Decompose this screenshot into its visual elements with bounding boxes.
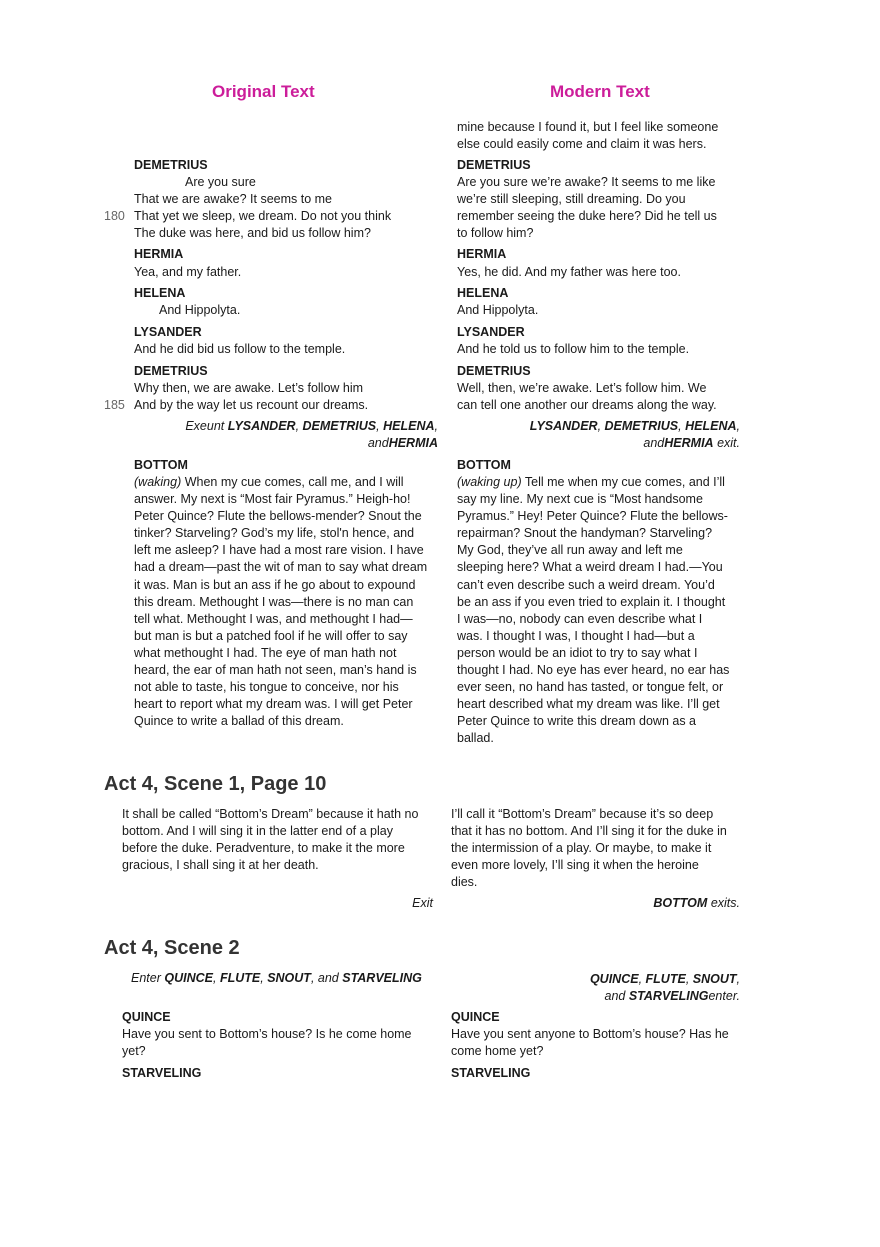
stage-direction-exit-modern: LYSANDER, DEMETRIUS, HELENA, andHERMIA exit. [529, 419, 740, 450]
lysander-modern-line: And he told us to follow him to the temple. [457, 342, 690, 356]
speaker-demetrius: DEMETRIUS [134, 364, 208, 378]
demetrius-modern-lines: Are you sure we’re awake? It seems to me like we’re still sleeping, still dreaming. Do you remember seeing the duke here? Did he tell us to follow him? [457, 175, 717, 241]
speaker-quince-modern: QUINCE [451, 1010, 500, 1024]
line-number: 180 [104, 209, 125, 223]
helena-original-line: And Hippolyta. [159, 303, 241, 317]
quince-original-lines: Have you sent to Bottom’s house? Is he come home yet? [122, 1027, 412, 1059]
demetrius-original-lines: Are you sure That we are awake? It seems to me That yet we sleep, we dream. Do not you think The duke was here, and bid us follow him? [134, 175, 392, 241]
speaker-helena-modern: HELENA [457, 286, 509, 300]
speaker-bottom: BOTTOM [134, 458, 188, 472]
stage-direction-exeunt: Exeunt LYSANDER, DEMETRIUS, HELENA, andHERMIA [185, 419, 438, 450]
lysander-original-line: And he did bid us follow to the temple. [134, 342, 346, 356]
speaker-bottom-modern: BOTTOM [457, 458, 511, 472]
stage-direction-enter: Enter QUINCE, FLUTE, SNOUT, and STARVELING [131, 971, 422, 985]
helena-modern-line: And Hippolyta. [457, 303, 539, 317]
speaker-starveling-modern: STARVELING [451, 1066, 531, 1080]
hermia-original-line: Yea, and my father. [134, 265, 242, 279]
speaker-demetrius-modern: DEMETRIUS [457, 158, 531, 172]
bottom-modern-speech: (waking up) Tell me when my cue comes, and I’ll say my line. My next cue is “Most handsome Pyramus.” Hey! Peter Quince? Flute the bellows- repairman? Snout the handyman? Starveling? My God, they’ve all run away and left me sleeping here? What a weird dream I had.—You can’t even describe such a weird dream. You’d be an ass if you even tried to explain it. I thought I was—no, nobody can even describe what I was. I thought I was, I thought I had—but a person would be an idiot to try to say what I thought I had. No eye has ever heard, no ear has ever seen, no hand has tasted, or tongue felt, or heart described what my dream was like. I’ll get Peter Quince to write this dream down as a ballad. [457, 475, 730, 746]
speaker-quince: QUINCE [122, 1010, 171, 1024]
stage-direction-enter-modern: QUINCE, FLUTE, SNOUT, and STARVELINGenter. [589, 972, 740, 1003]
speaker-starveling: STARVELING [122, 1066, 202, 1080]
demetrius2-modern-lines: Well, then, we’re awake. Let’s follow him. We can tell one another our dreams along the way. [457, 381, 717, 413]
original-text-header: Original Text [212, 82, 315, 101]
speaker-hermia: HERMIA [134, 247, 184, 261]
modern-text-header: Modern Text [550, 82, 650, 101]
speaker-lysander: LYSANDER [134, 325, 202, 339]
stage-direction-exit-modern: BOTTOM exits. [653, 896, 740, 910]
line-number: 185 [104, 398, 125, 412]
modern-carryover: mine because I found it, but I feel like someone else could easily come and claim it was hers. [457, 120, 719, 152]
hermia-modern-line: Yes, he did. And my father was here too. [457, 265, 681, 279]
section-title-scene2: Act 4, Scene 2 [104, 937, 240, 959]
quince-modern-lines: Have you sent anyone to Bottom’s house? Has he come home yet? [451, 1027, 729, 1059]
speaker-hermia-modern: HERMIA [457, 247, 507, 261]
speaker-lysander-modern: LYSANDER [457, 325, 525, 339]
section-title-page10: Act 4, Scene 1, Page 10 [104, 773, 327, 795]
page10-original-speech: It shall be called “Bottom’s Dream” because it hath no bottom. And I will sing it in the latter end of a play before the duke. Peradventure, to make it the more gracious, I shall sing it at her death. [122, 807, 419, 873]
speaker-helena: HELENA [134, 286, 186, 300]
page10-modern-speech: I’ll call it “Bottom’s Dream” because it’s so deep that it has no bottom. And I’ll sing it for the duke in the intermission of a play. Or maybe, to make it even more lovely, I’ll sing it when the heroine dies. [451, 807, 727, 890]
bottom-original-speech: (waking) When my cue comes, call me, and I will answer. My next is “Most fair Pyramus.” Heigh-ho! Peter Quince? Flute the bellows-mender? Snout the tinker? Starveling? God’s my life, stol'n hence, and left me asleep? I have had a most rare vision. I have had a dream—past the wit of man to say what dream it was. Man is but an ass if he go about to expound this dream. Methought I was—there is no man can tell what. Methought I was, and methought I had— but man is but a patched fool if he will offer to say what methought I had. The eye of man hath not heard, the ear of man hath not seen, man’s hand is not able to taste, his tongue to conceive, nor his heart to report what my dream was. I will get Peter Quince to write a ballad of this dream. [134, 475, 428, 729]
demetrius2-original-lines: Why then, we are awake. Let’s follow him And by the way let us recount our dreams. [134, 381, 369, 413]
speaker-demetrius: DEMETRIUS [134, 158, 208, 172]
speaker-demetrius-modern: DEMETRIUS [457, 364, 531, 378]
stage-direction-exit: Exit [412, 896, 433, 910]
